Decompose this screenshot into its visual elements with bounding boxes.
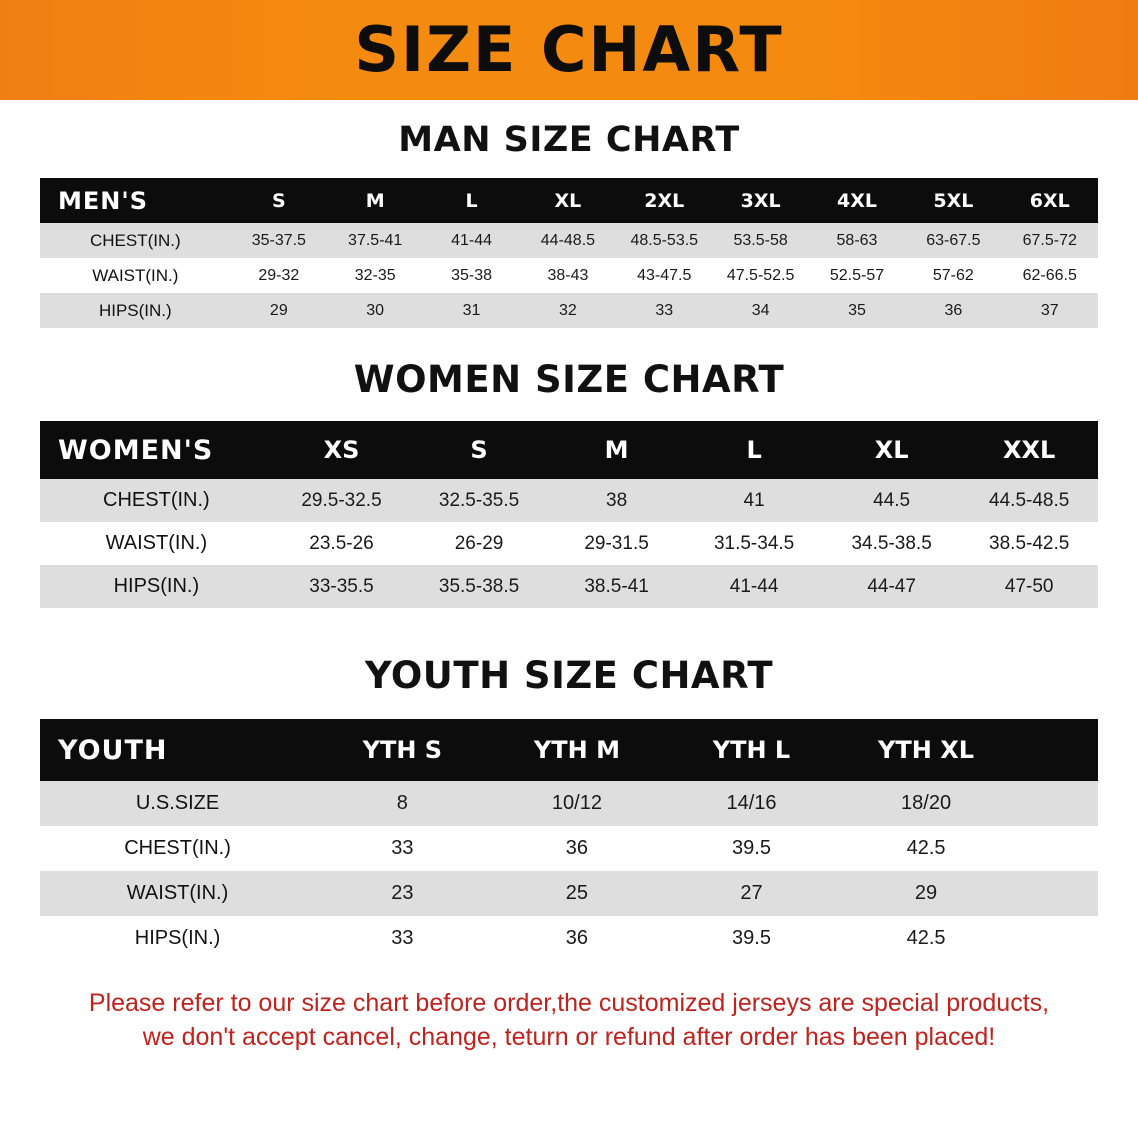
women-header-cell-4: L xyxy=(685,421,823,479)
youth-row3-cell-pad xyxy=(1013,916,1098,961)
men-row0-cell-0: 35-37.5 xyxy=(231,223,327,258)
men-header-cell-3: L xyxy=(423,178,519,223)
youth-header-cell-2: YTH M xyxy=(490,719,665,781)
disclaimer-line-1: Please refer to our size chart before order,the customized jerseys are special products, xyxy=(88,989,1050,1017)
women-row0-cell-5: 44.5-48.5 xyxy=(960,479,1098,522)
women-row2-cell-5: 47-50 xyxy=(960,565,1098,608)
men-header-cell-6: 3XL xyxy=(712,178,808,223)
youth-row2-cell-0: 23 xyxy=(315,871,490,916)
men-row2-label: HIPS(IN.) xyxy=(40,293,231,328)
youth-row1-cell-pad xyxy=(1013,826,1098,871)
table-row xyxy=(40,565,1098,608)
women-header-cell-2: S xyxy=(410,421,548,479)
women-row0-cell-4: 44.5 xyxy=(823,479,961,522)
men-header-cell-7: 4XL xyxy=(809,178,905,223)
disclaimer-note xyxy=(36,987,1102,1055)
men-row0-cell-5: 53.5-58 xyxy=(712,223,808,258)
men-size-table xyxy=(40,178,1098,328)
women-row1-cell-4: 34.5-38.5 xyxy=(823,522,961,565)
table-row xyxy=(40,223,1098,258)
men-row1-cell-1: 32-35 xyxy=(327,258,423,293)
youth-row1-label: CHEST(IN.) xyxy=(40,826,315,871)
men-header-cell-2: M xyxy=(327,178,423,223)
women-row0-cell-2: 38 xyxy=(548,479,686,522)
women-table-head xyxy=(40,421,1098,479)
men-header-cell-8: 5XL xyxy=(905,178,1001,223)
men-row0-cell-7: 63-67.5 xyxy=(905,223,1001,258)
table-row xyxy=(40,826,1098,871)
men-row0-cell-3: 44-48.5 xyxy=(520,223,616,258)
men-row1-cell-6: 52.5-57 xyxy=(809,258,905,293)
youth-row0-cell-3: 18/20 xyxy=(839,781,1014,826)
women-row2-cell-1: 35.5-38.5 xyxy=(410,565,548,608)
women-row1-cell-2: 29-31.5 xyxy=(548,522,686,565)
youth-row0-cell-pad xyxy=(1013,781,1098,826)
women-row2-cell-4: 44-47 xyxy=(823,565,961,608)
men-row1-cell-3: 38-43 xyxy=(520,258,616,293)
youth-header-cell-pad xyxy=(1013,719,1098,781)
youth-row2-cell-1: 25 xyxy=(490,871,665,916)
women-row1-cell-3: 31.5-34.5 xyxy=(685,522,823,565)
table-row xyxy=(40,781,1098,826)
men-row1-cell-5: 47.5-52.5 xyxy=(712,258,808,293)
men-row0-label: CHEST(IN.) xyxy=(40,223,231,258)
women-row2-label: HIPS(IN.) xyxy=(40,565,273,608)
men-row2-cell-7: 36 xyxy=(905,293,1001,328)
men-row0-cell-4: 48.5-53.5 xyxy=(616,223,712,258)
man-table-wrapper xyxy=(0,178,1138,328)
women-header-cell-6: XXL xyxy=(960,421,1098,479)
table-row xyxy=(40,479,1098,522)
youth-size-table xyxy=(40,719,1098,961)
youth-row0-cell-0: 8 xyxy=(315,781,490,826)
youth-row3-label: HIPS(IN.) xyxy=(40,916,315,961)
men-row2-cell-6: 35 xyxy=(809,293,905,328)
man-section-heading: MAN SIZE CHART xyxy=(398,120,740,160)
page-title: SIZE CHART xyxy=(354,13,784,86)
men-header-cell-5: 2XL xyxy=(616,178,712,223)
men-header-cell-4: XL xyxy=(520,178,616,223)
men-row0-cell-8: 67.5-72 xyxy=(1002,223,1098,258)
women-header-cell-3: M xyxy=(548,421,686,479)
youth-row1-cell-3: 42.5 xyxy=(839,826,1014,871)
youth-row2-label: WAIST(IN.) xyxy=(40,871,315,916)
women-row2-cell-0: 33-35.5 xyxy=(273,565,411,608)
men-row0-cell-6: 58-63 xyxy=(809,223,905,258)
youth-row1-cell-1: 36 xyxy=(490,826,665,871)
men-row1-cell-4: 43-47.5 xyxy=(616,258,712,293)
women-header-cell-5: XL xyxy=(823,421,961,479)
women-section-heading: WOMEN SIZE CHART xyxy=(353,358,785,401)
youth-table-body xyxy=(40,781,1098,961)
table-row xyxy=(40,871,1098,916)
men-table-body xyxy=(40,223,1098,328)
men-header-cell-1: S xyxy=(231,178,327,223)
youth-row2-cell-pad xyxy=(1013,871,1098,916)
youth-table-wrapper xyxy=(0,719,1138,961)
youth-row3-cell-2: 39.5 xyxy=(664,916,839,961)
youth-header-cell-4: YTH XL xyxy=(839,719,1014,781)
youth-row2-cell-3: 29 xyxy=(839,871,1014,916)
men-header-cell-0: MEN'S xyxy=(40,178,231,223)
women-row1-label: WAIST(IN.) xyxy=(40,522,273,565)
disclaimer-line-2: we don't accept cancel, change, teturn or refund after order has been placed! xyxy=(142,1022,996,1051)
men-row2-cell-4: 33 xyxy=(616,293,712,328)
youth-row3-cell-0: 33 xyxy=(315,916,490,961)
youth-row2-cell-2: 27 xyxy=(664,871,839,916)
youth-row3-cell-3: 42.5 xyxy=(839,916,1014,961)
youth-row3-cell-1: 36 xyxy=(490,916,665,961)
youth-row1-cell-2: 39.5 xyxy=(664,826,839,871)
women-header-row xyxy=(40,421,1098,479)
youth-header-row xyxy=(40,719,1098,781)
women-row0-cell-0: 29.5-32.5 xyxy=(273,479,411,522)
youth-header-cell-1: YTH S xyxy=(315,719,490,781)
women-header-cell-0: WOMEN'S xyxy=(40,421,273,479)
table-row xyxy=(40,293,1098,328)
men-row1-cell-2: 35-38 xyxy=(423,258,519,293)
table-row xyxy=(40,916,1098,961)
youth-row0-label: U.S.SIZE xyxy=(40,781,315,826)
youth-row0-cell-1: 10/12 xyxy=(490,781,665,826)
men-row2-cell-0: 29 xyxy=(231,293,327,328)
youth-table-head xyxy=(40,719,1098,781)
men-header-row xyxy=(40,178,1098,223)
women-row0-cell-3: 41 xyxy=(685,479,823,522)
men-row0-cell-1: 37.5-41 xyxy=(327,223,423,258)
youth-row0-cell-2: 14/16 xyxy=(664,781,839,826)
page-banner xyxy=(0,0,1138,100)
women-table-wrapper xyxy=(0,421,1138,608)
men-row2-cell-3: 32 xyxy=(520,293,616,328)
youth-header-cell-3: YTH L xyxy=(664,719,839,781)
men-header-cell-9: 6XL xyxy=(1002,178,1098,223)
men-row0-cell-2: 41-44 xyxy=(423,223,519,258)
women-row1-cell-0: 23.5-26 xyxy=(273,522,411,565)
women-row1-cell-1: 26-29 xyxy=(410,522,548,565)
youth-row1-cell-0: 33 xyxy=(315,826,490,871)
women-header-cell-1: XS xyxy=(273,421,411,479)
men-row1-cell-8: 62-66.5 xyxy=(1002,258,1098,293)
men-table-head xyxy=(40,178,1098,223)
women-row2-cell-3: 41-44 xyxy=(685,565,823,608)
men-row1-cell-7: 57-62 xyxy=(905,258,1001,293)
women-row2-cell-2: 38.5-41 xyxy=(548,565,686,608)
men-row2-cell-2: 31 xyxy=(423,293,519,328)
men-row2-cell-1: 30 xyxy=(327,293,423,328)
women-row0-cell-1: 32.5-35.5 xyxy=(410,479,548,522)
women-row0-label: CHEST(IN.) xyxy=(40,479,273,522)
table-row xyxy=(40,522,1098,565)
men-row2-cell-8: 37 xyxy=(1002,293,1098,328)
youth-section-heading: YOUTH SIZE CHART xyxy=(364,654,774,697)
women-table-body xyxy=(40,479,1098,608)
women-row1-cell-5: 38.5-42.5 xyxy=(960,522,1098,565)
women-size-table xyxy=(40,421,1098,608)
table-row xyxy=(40,258,1098,293)
men-row1-cell-0: 29-32 xyxy=(231,258,327,293)
men-row2-cell-5: 34 xyxy=(712,293,808,328)
youth-header-cell-0: YOUTH xyxy=(40,719,315,781)
men-row1-label: WAIST(IN.) xyxy=(40,258,231,293)
